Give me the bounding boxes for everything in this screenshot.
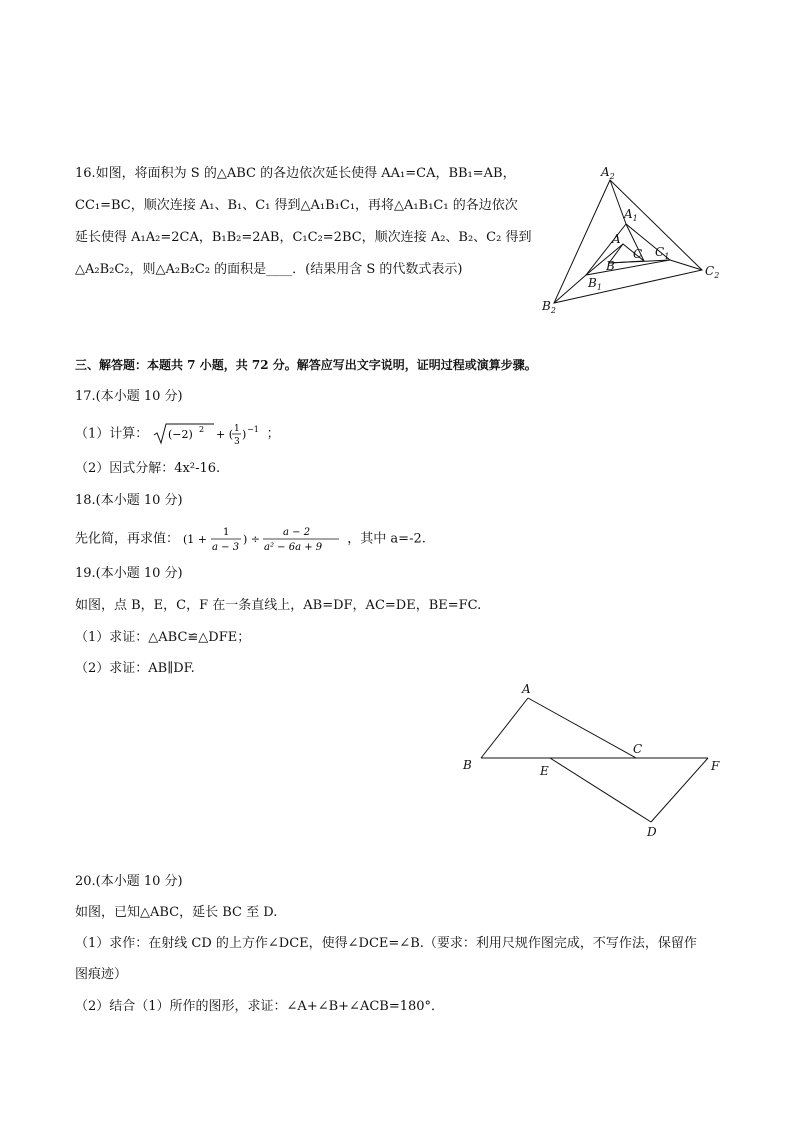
svg-text:(1 +: (1 +	[183, 533, 208, 546]
svg-text:2: 2	[199, 425, 205, 434]
q19-part-1: （1）求证：△ABC≌△DFE；	[75, 630, 251, 645]
q17-part-1	[75, 421, 280, 445]
svg-text:a − 2: a − 2	[283, 527, 311, 538]
label-c: C	[633, 742, 643, 756]
svg-text:+ (: + (	[216, 428, 234, 441]
q16-line-4: △A₂B₂C₂，则△A₂B₂C₂ 的面积是____．(结果用含 S 的代数式表示)	[75, 262, 463, 277]
label-c2: $C_2$	[705, 264, 720, 280]
q18-prefix: 先化简，再求值：	[75, 531, 180, 547]
q16-triangle-figure	[530, 160, 730, 320]
q18-suffix: ，其中 a=-2.	[347, 531, 426, 547]
q20-part-1a: （1）求作：在射线 CD 的上方作∠DCE，使得∠DCE=∠B.（要求：利用尺规作图完成，不写作法，保留作	[75, 936, 697, 951]
q20-part-1b: 图痕迹）	[75, 967, 128, 982]
q17-part-2: （2）因式分解：4x²-16.	[75, 461, 221, 476]
q20-header: 20.(本小题 10 分)	[75, 874, 183, 889]
svg-text:) ÷: ) ÷	[243, 533, 261, 546]
q16-line-1: 16.如图，将面积为 S 的△ABC 的各边依次延长使得 AA₁=CA，BB₁=AB，	[75, 166, 516, 181]
svg-text:−1: −1	[247, 425, 260, 434]
q20-line-1: 如图，已知△ABC，延长 BC 至 D.	[75, 905, 278, 920]
q18-header: 18.(本小题 10 分)	[75, 493, 183, 508]
svg-text:): )	[242, 428, 247, 441]
label-b: B	[606, 259, 615, 273]
triangle-a2b2c2	[554, 180, 702, 303]
segment-de	[550, 758, 651, 822]
q17-part1-expression	[152, 421, 262, 447]
q18-expression	[183, 524, 343, 554]
segment-ac	[528, 698, 636, 758]
label-b1: $B_1$	[588, 276, 602, 292]
q19-header: 19.(本小题 10 分)	[75, 566, 183, 581]
svg-text:1: 1	[234, 424, 241, 434]
label-d: D	[647, 825, 657, 839]
label-c1: $C_1$	[655, 245, 670, 261]
q19-part-2: （2）求证：AB∥DF.	[75, 661, 195, 676]
svg-text:a² − 6a + 9: a² − 6a + 9	[264, 542, 323, 553]
section-3-heading: 三、解答题：本题共 7 小题，共 72 分。解答应写出文字说明，证明过程或演算步骤。	[75, 358, 537, 372]
label-f: F	[711, 759, 720, 773]
segment-df	[651, 758, 708, 822]
label-a2: $A_2$	[601, 165, 615, 181]
segment-ab	[481, 698, 528, 758]
svg-text:1: 1	[223, 527, 230, 538]
label-a1: $A_1$	[624, 207, 638, 223]
label-b: B	[463, 758, 472, 772]
q17-part1-prefix: （1）计算：	[75, 426, 149, 442]
label-a: A	[612, 232, 621, 246]
q18-body	[75, 524, 426, 552]
q17-header: 17.(本小题 10 分)	[75, 389, 183, 404]
svg-text:(−2): (−2)	[168, 428, 194, 441]
svg-text:3: 3	[234, 437, 241, 447]
label-e: E	[540, 764, 549, 778]
extension-line	[586, 244, 623, 275]
q19-figure	[455, 680, 735, 845]
q19-line-1: 如图，点 B，E，C，F 在一条直线上，AB=DF，AC=DE，BE=FC.	[75, 598, 482, 613]
q20-part-2: （2）结合（1）所作的图形，求证：∠A+∠B+∠ACB=180°．	[75, 999, 445, 1014]
q16-line-3: 延长使得 A₁A₂=2CA，B₁B₂=2AB，C₁C₂=2BC，顺次连接 A₂、B₂、C₂ 得到	[75, 230, 532, 245]
q16-line-2: CC₁=BC，顺次连接 A₁、B₁、C₁ 得到△A₁B₁C₁，再将△A₁B₁C₁ 的各边依次	[75, 198, 518, 213]
extension-line	[554, 275, 586, 303]
label-a: A	[522, 682, 531, 696]
q17-part1-suffix: ；	[266, 426, 280, 442]
svg-text:a − 3: a − 3	[212, 542, 240, 553]
label-c: C	[633, 247, 643, 261]
label-b2: $B_2$	[542, 299, 556, 315]
